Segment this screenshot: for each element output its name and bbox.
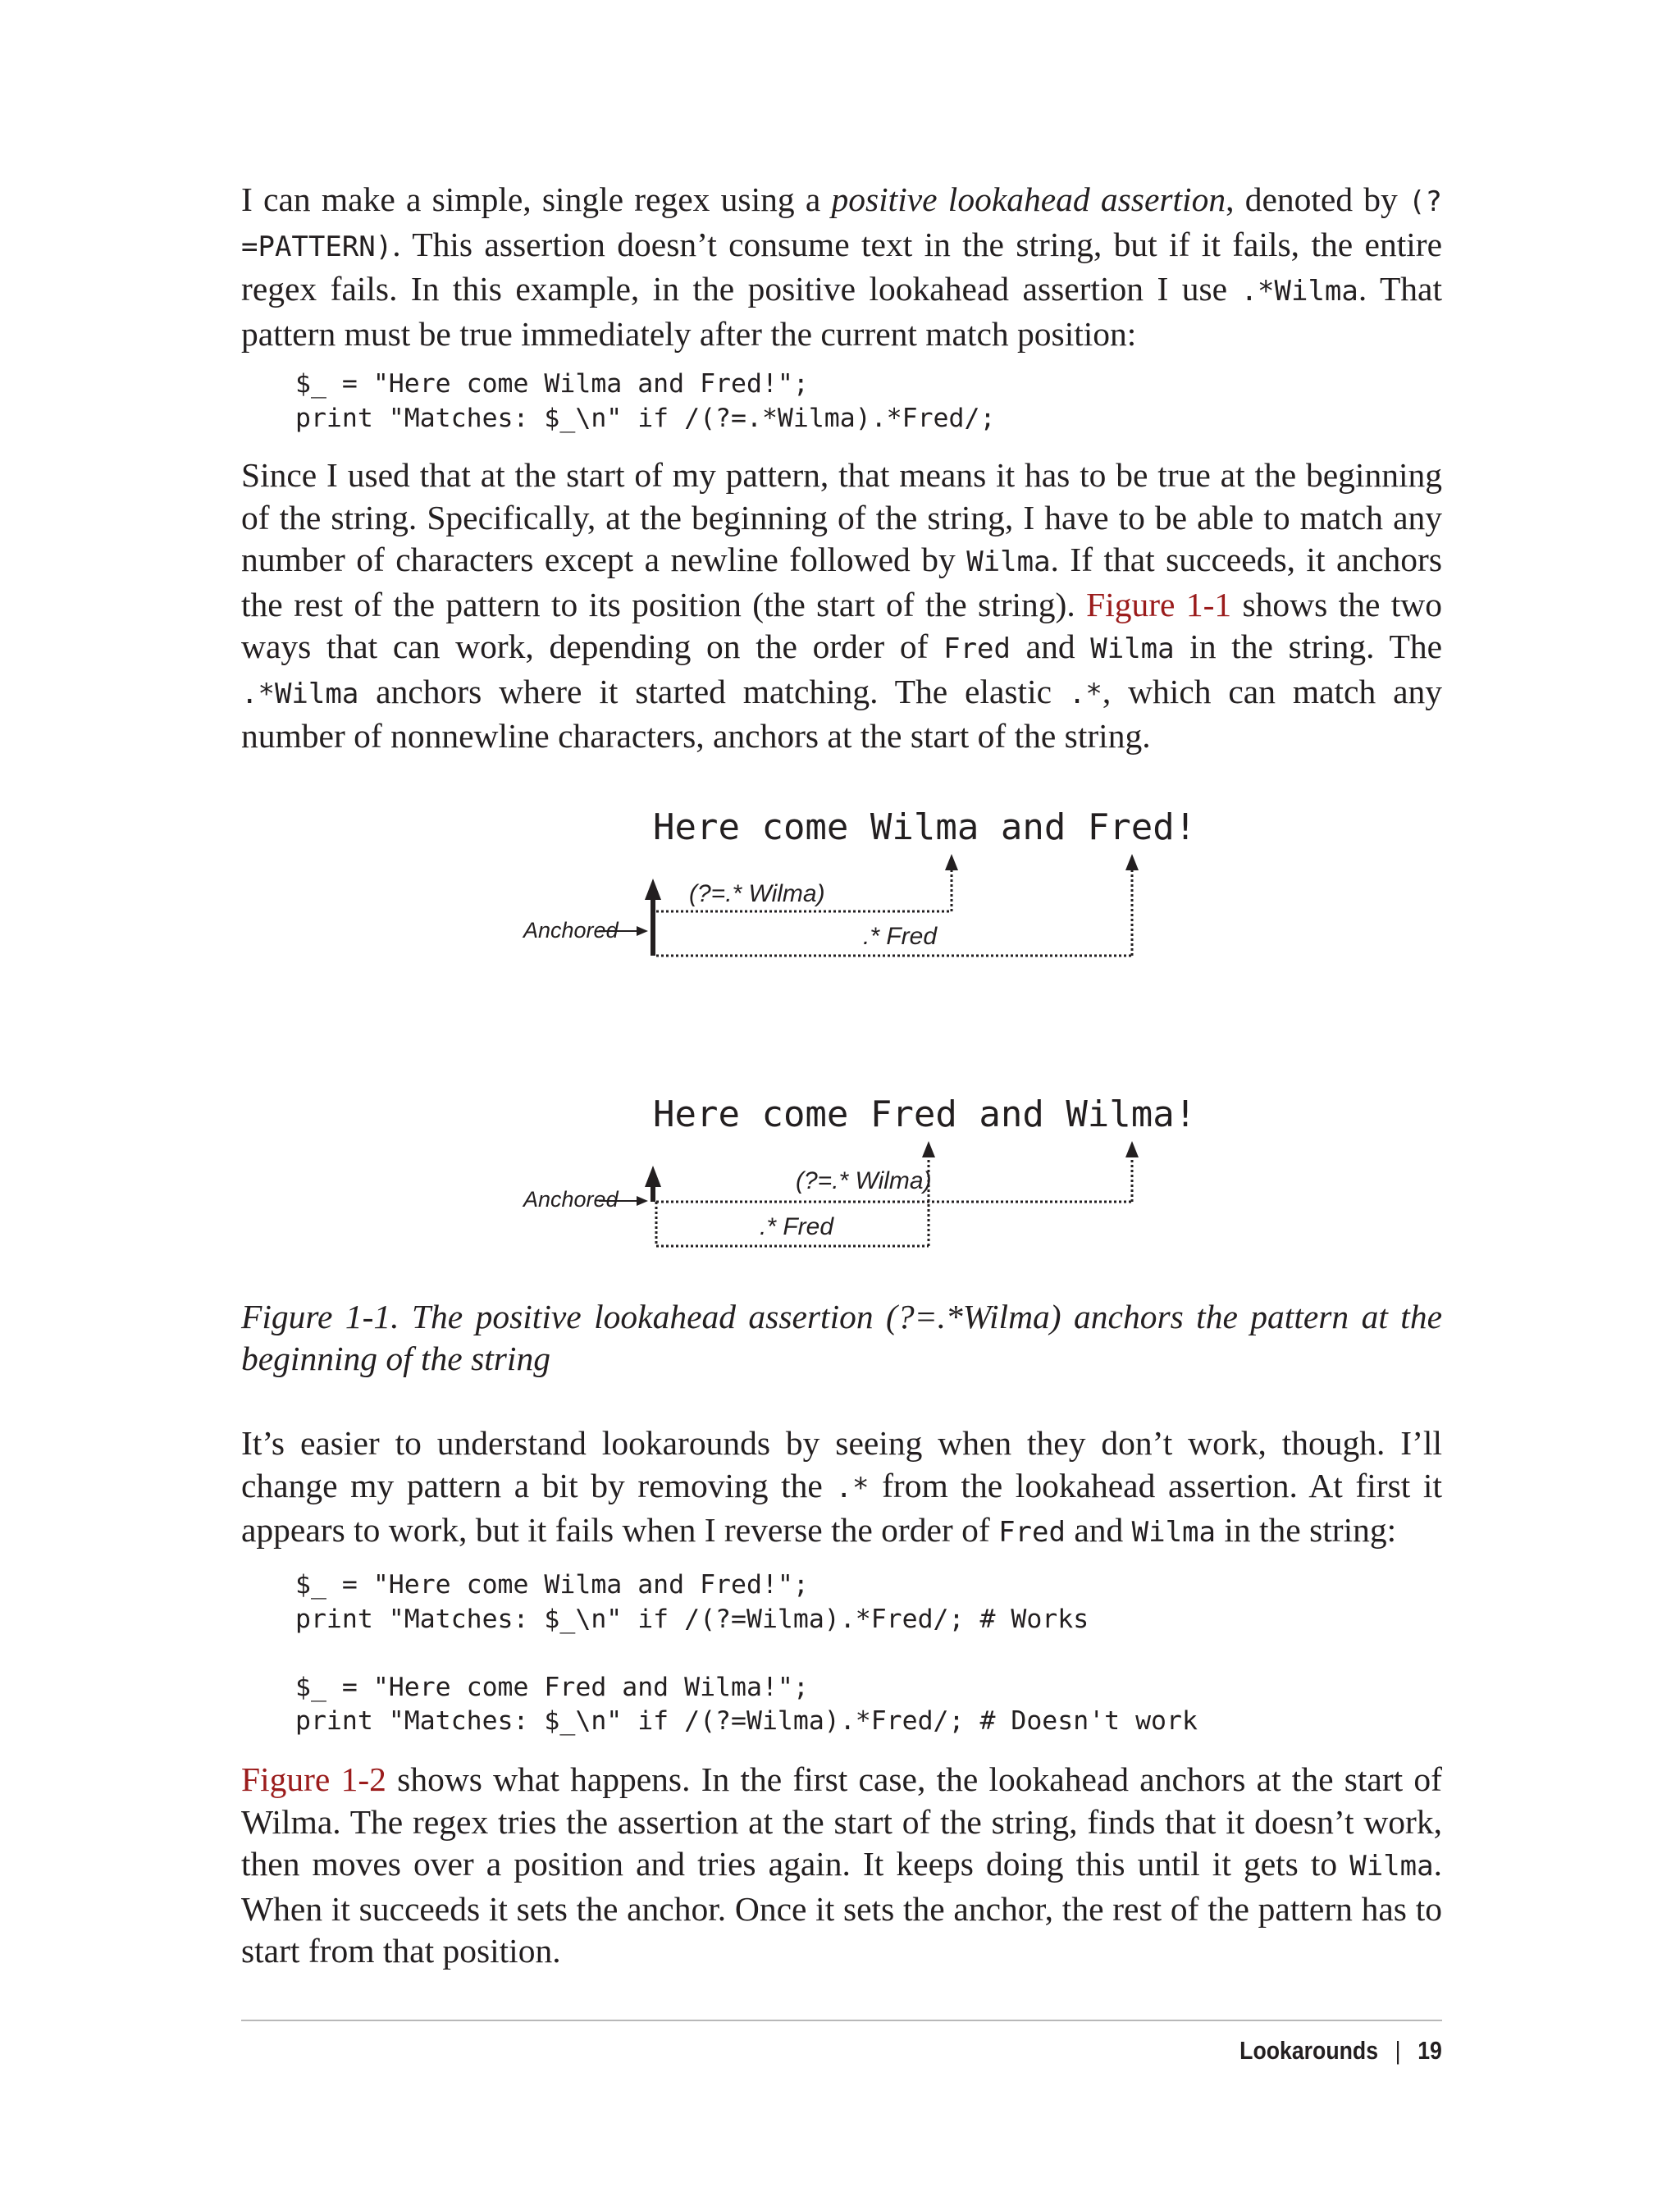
inline-code: .* [835,1471,870,1504]
anchored-pointer-head [637,926,648,936]
paragraph-3: It’s easier to understand lookarounds by seeing when they don’t work, though. I’ll change my pattern a bit by removing the .* from the lookahead assertion. At first it appears to work, but it fails when I reverse the order of Fred and Wilma in the string: [241,1424,1442,1549]
lookahead-label: (?=.* Wilma) [689,880,825,907]
fred-arrow-head [922,1141,935,1157]
diagram-string: Here come Fred and Wilma! [653,1093,1197,1135]
paragraph-4: Figure 1-2 shows what happens. In the first case, the lookahead anchors at the start of Wilma. The regex tries the assertion at the start of the string, finds that it doesn’t work, then moves over a position and tries again. It keeps doing this until it gets to Wilma. When it succeeds it sets the anchor. Once it sets the anchor, the rest of the pattern has to start from that position. [241,1760,1442,1970]
wilma-end-arrow-head [1125,1141,1139,1157]
lookahead-label: (?=.* Wilma) [796,1167,932,1194]
paragraph-1: I can make a simple, single regex using a positive lookahead assertion, denoted by (?=PATTERN). This assertion doesn’t consume text in the string, but if it fails, the entire regex fails. In this example, in the positive lookahead assertion I use .*Wilma. That pattern must be true immediately after the current match position: [241,180,1442,353]
figure-1-1-link[interactable]: Figure 1-1 [1086,585,1232,623]
inline-code: Fred [943,632,1011,665]
figure-diagram-bottom [492,1087,1230,1267]
anchored-pointer-head [637,1196,648,1206]
page-number: 19 [1418,2036,1442,2065]
anchored-label: Anchored [523,918,619,943]
fred-arrow-head [1125,854,1139,870]
diagram-string: Here come Wilma and Fred! [653,806,1197,848]
footer-section-title: Lookarounds [1239,2036,1379,2065]
figure-1-2-link[interactable]: Figure 1-2 [241,1760,386,1798]
paragraph-2: Since I used that at the start of my pattern, that means it has to be true at the beginning of the string. Specifically, at the beginning of the string, I have to be able to match any number of characters except a newline followed by Wilma. If that succeeds, it anchors the rest of the pattern to its position (the start of the string). Figure 1-1 shows the two ways that can work, depending on the order of Fred and Wilma in the string. The .*Wilma anchors where it started matching. The elastic .*, which can match any number of nonnewline characters, anchors at the start of the string. [241,456,1443,755]
inline-code: .*Wilma [1240,275,1358,308]
anchor-arrow-head [645,879,661,900]
inline-code: Wilma [1349,1850,1434,1883]
footer-separator: | [1395,2036,1401,2065]
inline-code: .* [1068,677,1102,710]
inline-code: Fred [998,1516,1066,1549]
inline-code: .*Wilma [241,677,359,710]
wilma-arrow-head [945,854,958,870]
fred-label: .* Fred [863,923,938,950]
inline-code: Wilma [1131,1516,1216,1549]
footer-rule [241,2020,1442,2021]
figure-caption: Figure 1-1. The positive lookahead assertion (?=.*Wilma) anchors the pattern at the beginning of the string [241,1298,1442,1377]
inline-code: (?=PATTERN) [241,185,1442,263]
page-footer [1239,2036,1442,2066]
inline-code: Wilma [1090,632,1175,665]
code-block-1: $_ = "Here come Wilma and Fred!"; print "Matches: $_\n" if /(?=.*Wilma).*Fred/; [295,369,996,433]
figure-diagram-top [492,800,1230,980]
anchored-label: Anchored [523,1187,619,1212]
fred-label: .* Fred [760,1213,834,1240]
code-block-2: $_ = "Here come Wilma and Fred!"; print "Matches: $_\n" if /(?=Wilma).*Fred/; # Works $_ = "Here come Fred and Wilma!"; print "Matches: $_\n" if /(?=Wilma).*Fred/; # Doesn't work [295,1570,1198,1736]
anchor-arrow-head [645,1166,661,1187]
inline-code: Wilma [966,546,1051,578]
